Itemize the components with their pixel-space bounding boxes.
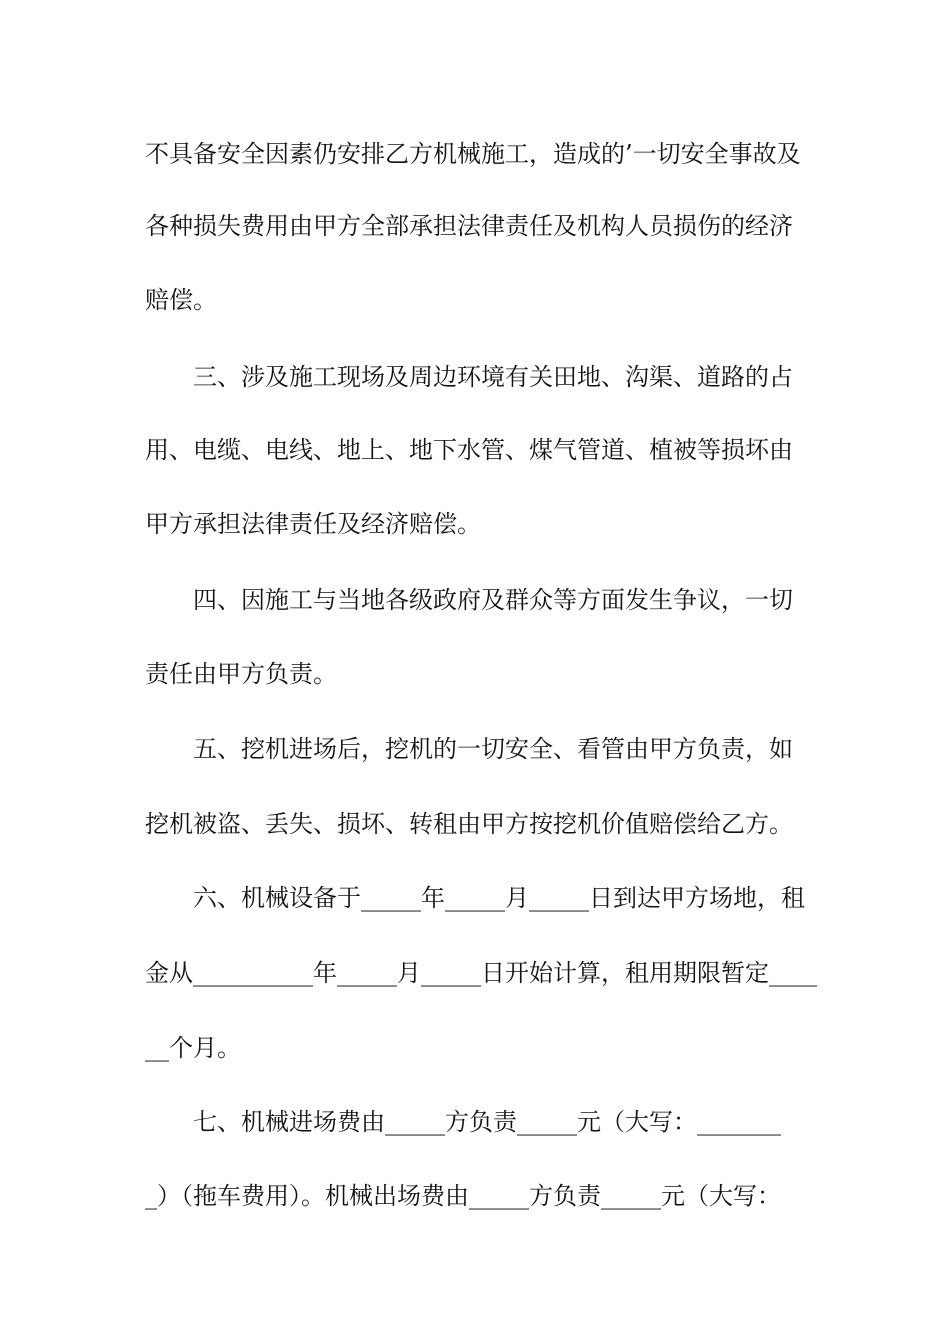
text-line: 不具备安全因素仍安排乙方机械施工，造成的’一切安全事故及 (145, 140, 801, 168)
text-line: 责任由甲方负责。 (145, 660, 337, 688)
text-line: __个月。 (145, 1034, 241, 1062)
clause-five-start: 五、挖机进场后，挖机的一切安全、看管由甲方负责，如 (193, 735, 793, 763)
text-line: 用、电缆、电线、地上、地下水管、煤气管道、植被等损坏由 (145, 436, 793, 464)
text-line: 金从__________年_____月_____日开始计算，租用期限暂定____ (145, 959, 817, 987)
text-line: 各种损失费用由甲方全部承担法律责任及机构人员损伤的经济 (145, 212, 793, 240)
text-line: 甲方承担法律责任及经济赔偿。 (145, 510, 481, 538)
text-line: 赔偿。 (145, 286, 217, 314)
clause-six-start: 六、机械设备于_____年_____月_____日到达甲方场地，租 (193, 884, 805, 912)
text-line: 挖机被盗、丢失、损坏、转租由甲方按挖机价值赔偿给乙方。 (145, 810, 793, 838)
clause-four-start: 四、因施工与当地各级政府及群众等方面发生争议，一切 (193, 586, 793, 614)
text-line: _）（拖车费用）。机械出场费由_____方负责_____元（大写： (145, 1182, 781, 1210)
clause-seven-start: 七、机械进场费由_____方负责_____元（大写：_______ (193, 1108, 781, 1136)
clause-three-start: 三、涉及施工现场及周边环境有关田地、沟渠、道路的占 (193, 363, 793, 391)
